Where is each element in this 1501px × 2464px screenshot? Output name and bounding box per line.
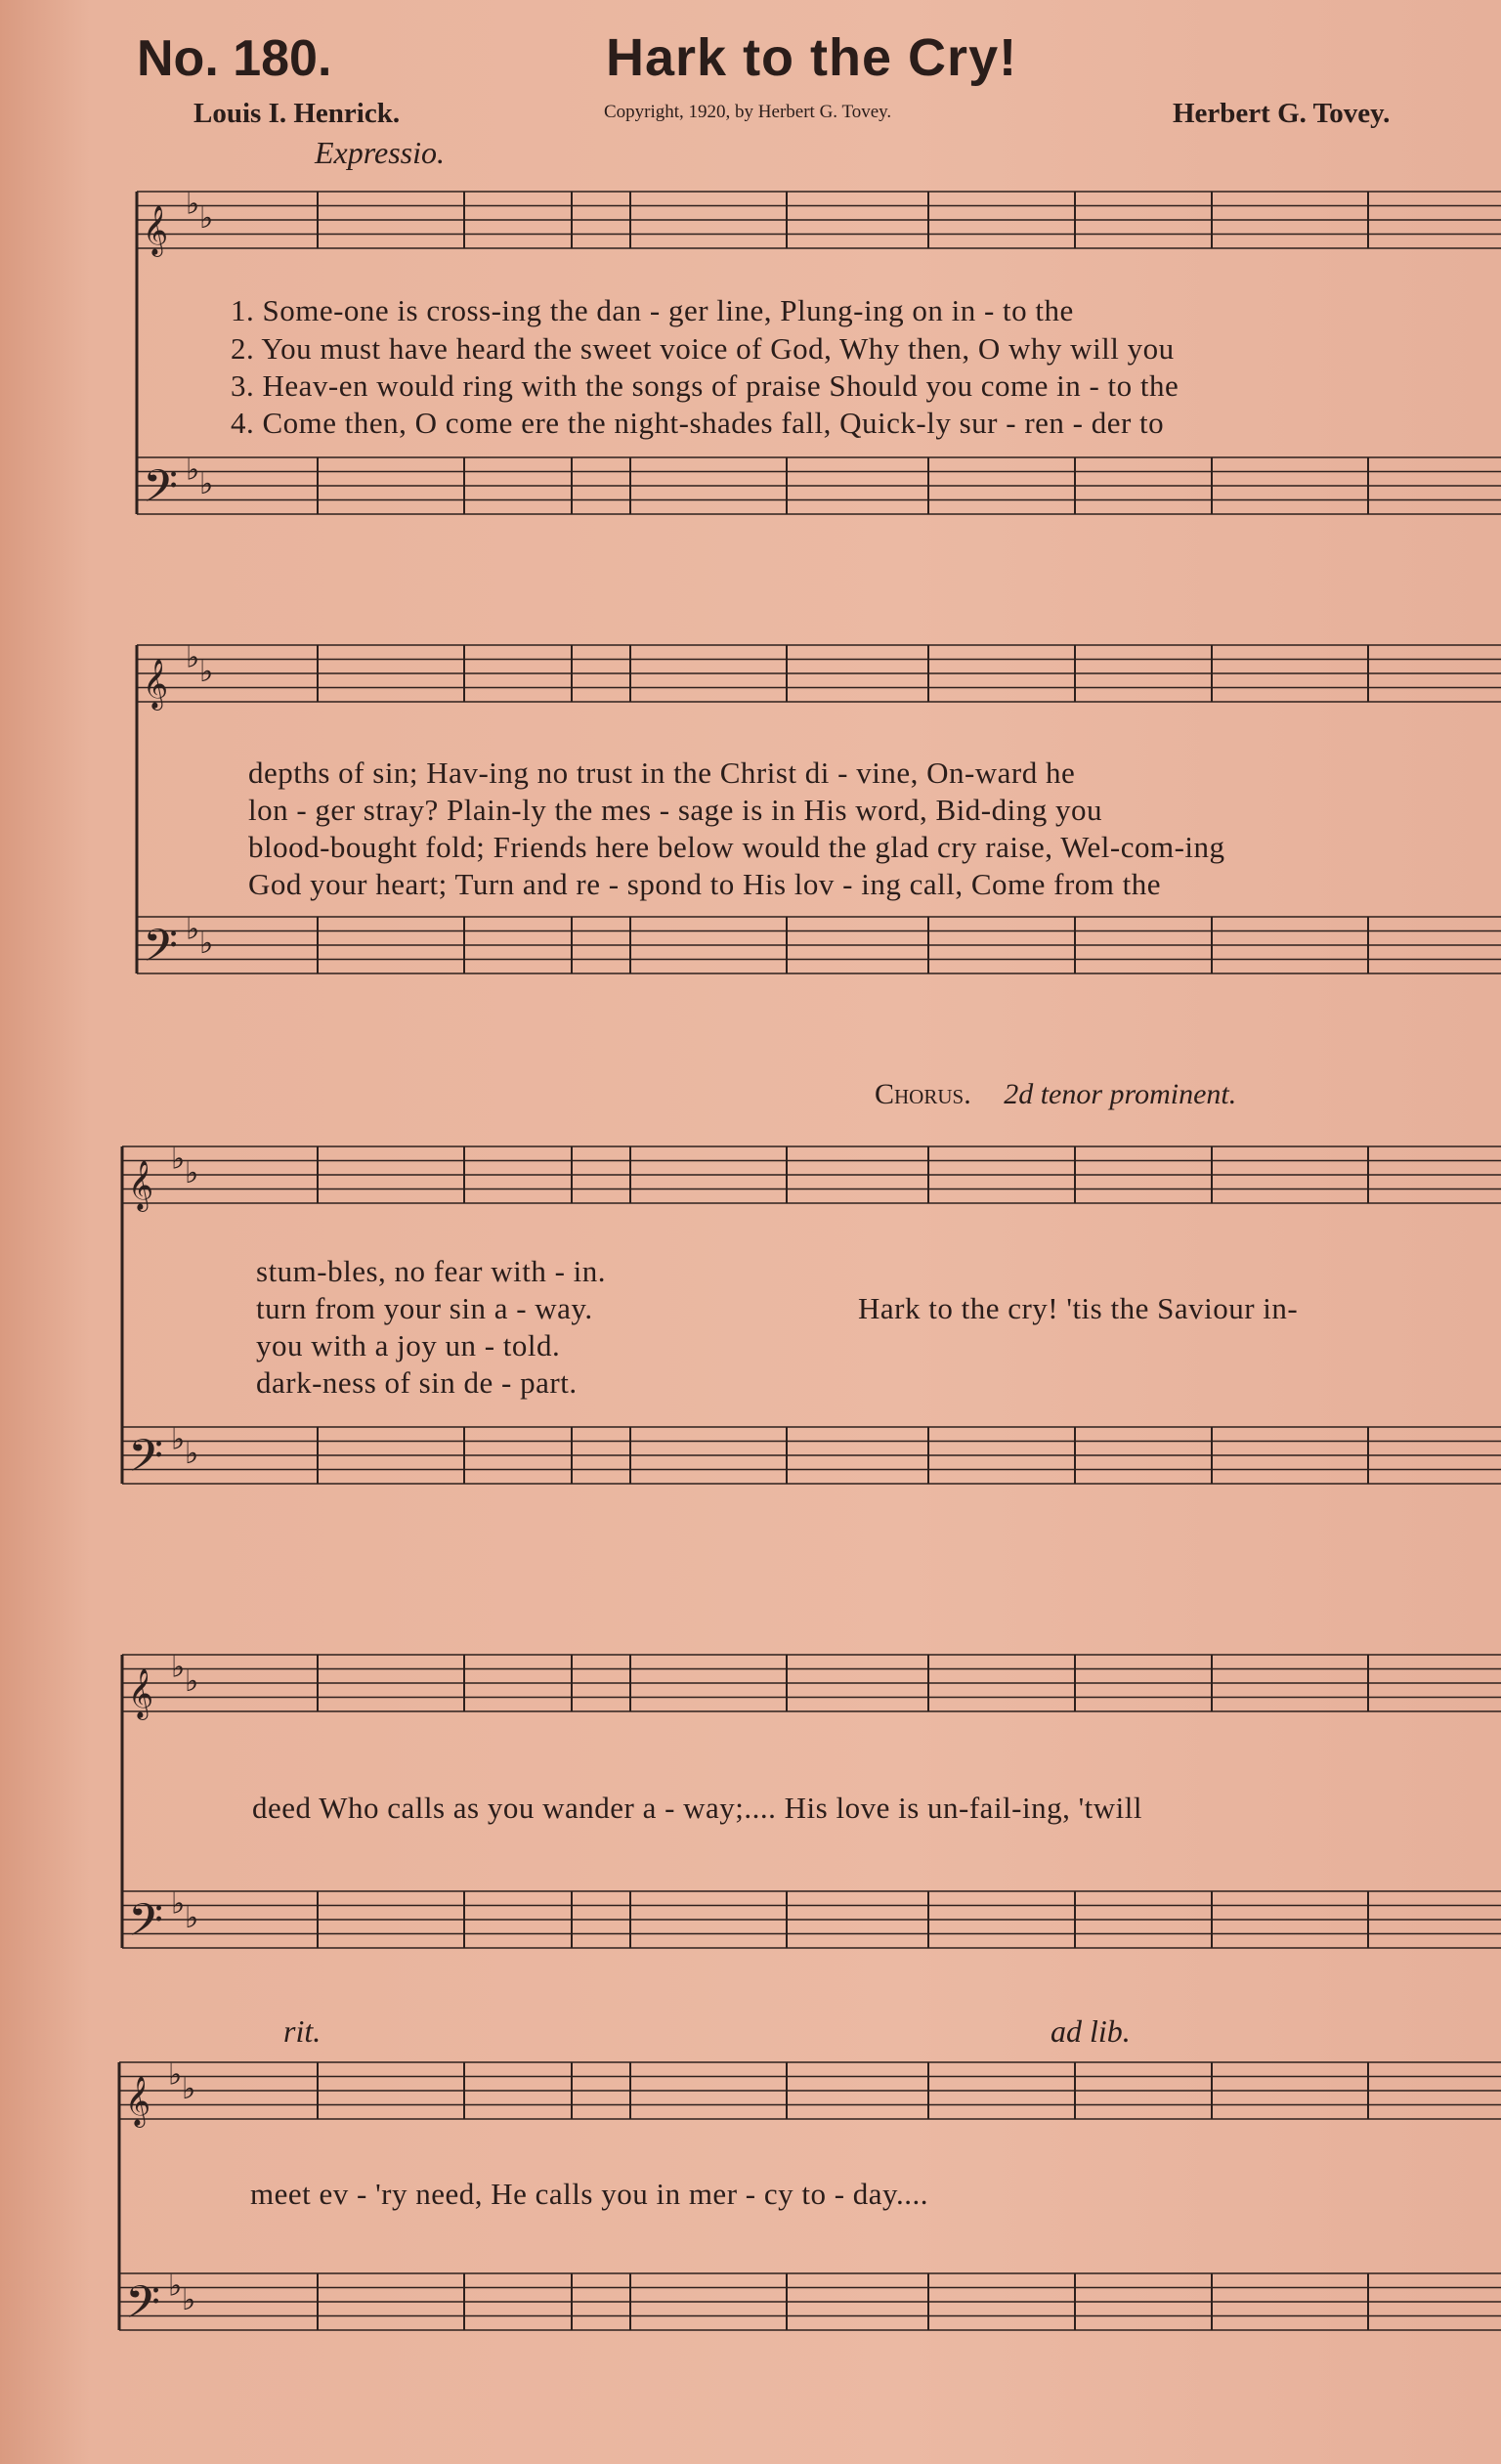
bass-clef-icon: 𝄢 (128, 1894, 164, 1958)
lyric-line-3-verse-3: you with a joy un - told. (256, 1328, 561, 1362)
expression-marking: Expressio. (315, 135, 446, 170)
lyric-line-3-verse-2: turn from your sin a - way. (256, 1291, 593, 1325)
lyric-line-2-verse-3: blood-bought fold; Friends here below would the glad cry raise, Wel-com-ing (248, 830, 1225, 864)
flat-icon: ♭ (185, 1437, 199, 1471)
lyric-line-3-verse-1: stum-bles, no fear with - in. (256, 1254, 607, 1288)
flat-icon: ♭ (199, 655, 214, 689)
flat-icon: ♭ (182, 2072, 196, 2106)
flat-icon: ♭ (199, 201, 214, 236)
flat-icon: ♭ (186, 912, 200, 947)
flat-icon: ♭ (171, 1650, 186, 1685)
treble-clef-icon: 𝄞 (143, 659, 169, 709)
flat-icon: ♭ (186, 453, 200, 488)
treble-clef-icon: 𝄞 (128, 1160, 154, 1210)
flat-icon: ♭ (171, 1886, 186, 1922)
chorus-lyric-line-1: Hark to the cry! 'tis the Saviour in- (858, 1291, 1299, 1325)
chorus-lyric-line-3: meet ev - 'ry need, He calls you in mer - cy to - day.... (250, 2177, 929, 2211)
hymn-title: Hark to the Cry! (606, 28, 1018, 87)
treble-clef-icon: 𝄞 (143, 205, 169, 255)
flat-icon: ♭ (185, 1901, 199, 1935)
flat-icon: ♭ (171, 1142, 186, 1177)
chorus-performance-note: 2d tenor prominent. (1004, 1078, 1237, 1110)
composer: Herbert G. Tovey. (1173, 98, 1391, 129)
lyric-line-2-verse-4: God your heart; Turn and re - spond to His lov - ing call, Come from the (248, 867, 1162, 901)
chorus-lyric-line-2: deed Who calls as you wander a - way;.... His love is un-fail-ing, 'twill (252, 1791, 1143, 1825)
lyric-line-2-verse-1: depths of sin; Hav-ing no trust in the Christ di - vine, On-ward he (248, 756, 1076, 790)
treble-clef-icon: 𝄞 (128, 1668, 154, 1718)
ad-lib-marking: ad lib. (1051, 2013, 1131, 2049)
flat-icon: ♭ (185, 1156, 199, 1190)
lyric-line-3-verse-4: dark-ness of sin de - part. (256, 1365, 578, 1400)
flat-icon: ♭ (171, 1422, 186, 1457)
lyric-line-2-verse-2: lon - ger stray? Plain-ly the mes - sage is in His word, Bid-ding you (248, 793, 1102, 827)
flat-icon: ♭ (186, 187, 200, 222)
bass-clef-icon: 𝄢 (125, 2276, 161, 2340)
lyric-line-1-verse-2: 2. You must have heard the sweet voice of God, Why then, O why will you (231, 331, 1175, 366)
hymn-number: No. 180. (137, 30, 332, 87)
flat-icon: ♭ (199, 927, 214, 961)
bass-clef-icon: 𝄢 (143, 460, 179, 524)
copyright-notice: Copyright, 1920, by Herbert G. Tovey. (604, 102, 892, 122)
lyric-line-1-verse-3: 3. Heav-en would ring with the songs of praise Should you come in - to the (231, 368, 1179, 403)
flat-icon: ♭ (168, 2057, 183, 2093)
chorus-label: Chorus. (875, 1078, 971, 1110)
flat-icon: ♭ (185, 1664, 199, 1699)
flat-icon: ♭ (168, 2269, 183, 2304)
flat-icon: ♭ (182, 2283, 196, 2317)
lyricist: Louis I. Henrick. (193, 98, 401, 129)
bass-clef-icon: 𝄢 (143, 920, 179, 983)
flat-icon: ♭ (199, 467, 214, 501)
lyric-line-1-verse-1: 1. Some-one is cross-ing the dan - ger line, Plung-ing on in - to the (231, 293, 1074, 327)
bass-clef-icon: 𝄢 (128, 1430, 164, 1493)
ritardando-marking: rit. (283, 2013, 322, 2049)
lyric-line-1-verse-4: 4. Come then, O come ere the night-shades fall, Quick-ly sur - ren - der to (231, 406, 1165, 440)
treble-clef-icon: 𝄞 (125, 2076, 151, 2126)
flat-icon: ♭ (186, 640, 200, 675)
